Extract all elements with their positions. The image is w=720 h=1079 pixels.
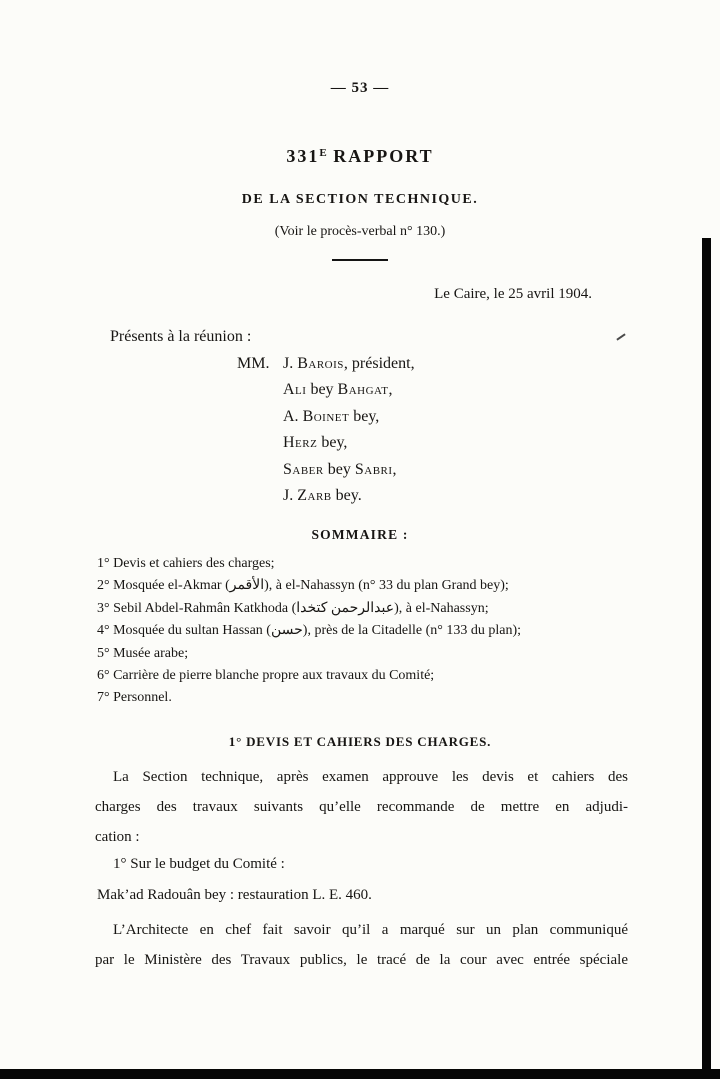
sommaire-item: 2° Mosquée el-Akmar (الأقمر), à el-Nahassyn (n° 33 du plan Grand bey); bbox=[97, 578, 509, 594]
presents-intro: Présents à la réunion : bbox=[110, 328, 252, 345]
attendee-text: bey. bbox=[331, 487, 362, 505]
paragraph-architecte bbox=[95, 915, 628, 975]
attendee-text: A. bbox=[283, 407, 303, 425]
scan-ink-speck bbox=[616, 333, 625, 340]
section-heading: 1° DEVIS ET CAHIERS DES CHARGES. bbox=[228, 734, 492, 749]
sommaire-item: 3° Sebil Abdel-Rahmân Katkhoda (عبدالرحمن كتخدا), à el-Nahassyn; bbox=[97, 600, 489, 616]
attendees-list bbox=[237, 351, 415, 509]
proces-verbal-note: (Voir le procès-verbal n° 130.) bbox=[274, 224, 446, 239]
attendee-text: J. bbox=[283, 487, 298, 505]
sommaire-item: 4° Mosquée du sultan Hassan (حسن), près de la Citadelle (n° 133 du plan); bbox=[97, 623, 522, 639]
attendee-name: Saber bbox=[283, 460, 324, 478]
attendee-name: Zarb bbox=[297, 487, 332, 505]
attendee-name: Sabri bbox=[354, 460, 393, 478]
page-number: — 53 — bbox=[330, 80, 390, 96]
text-line: charges des travaux suivants qu’elle recommande de mettre en adjudi- bbox=[95, 799, 628, 815]
text-line: cation : bbox=[95, 829, 140, 845]
makad-line: Mak’ad Radouân bey : restauration L. E. 460. bbox=[97, 887, 372, 903]
report-title-number: 331 bbox=[286, 146, 320, 166]
attendee-text: , bbox=[388, 381, 393, 399]
attendee-line bbox=[237, 351, 415, 377]
dateline: Le Caire, le 25 avril 1904. bbox=[434, 286, 592, 302]
attendee-text: bey, bbox=[349, 407, 380, 425]
separator-rule bbox=[332, 259, 388, 261]
sommaire-heading: SOMMAIRE : bbox=[311, 527, 409, 542]
attendee-line bbox=[283, 430, 415, 456]
attendee-line bbox=[283, 404, 415, 430]
attendee-text: J. bbox=[283, 355, 298, 372]
attendee-name: Bahgat bbox=[337, 381, 389, 399]
attendee-name: Boinet bbox=[302, 407, 350, 425]
attendee-name: Herz bbox=[283, 434, 318, 452]
text-line: L’Architecte en chef fait savoir qu’il a marqué sur un plan communiqué bbox=[113, 922, 628, 938]
report-title-ordinal: E bbox=[319, 147, 327, 159]
budget-subheading: 1° Sur le budget du Comité : bbox=[113, 856, 285, 872]
sommaire-list bbox=[97, 553, 633, 710]
paragraph-devis bbox=[95, 762, 628, 852]
attendee-text: , bbox=[392, 460, 397, 478]
sommaire-item: 5° Musée arabe; bbox=[97, 645, 189, 661]
sommaire-item: 6° Carrière de pierre blanche propre aux travaux du Comité; bbox=[97, 668, 435, 684]
report-subtitle: DE LA SECTION TECHNIQUE. bbox=[241, 192, 479, 207]
text-line: par le Ministère des Travaux publics, le tracé de la cour avec entrée spéciale bbox=[95, 952, 628, 968]
scan-edge-right bbox=[702, 238, 711, 1079]
attendee-text: bey, bbox=[317, 434, 348, 452]
attendee-text: bey bbox=[323, 460, 355, 478]
sommaire-item: 1° Devis et cahiers des charges; bbox=[97, 556, 275, 571]
report-title-text: RAPPORT bbox=[326, 146, 434, 166]
attendee-name: Barois bbox=[297, 355, 344, 372]
attendee-line bbox=[283, 457, 415, 483]
attendee-prefix: MM. bbox=[237, 355, 270, 372]
sommaire-item: 7° Personnel. bbox=[97, 690, 172, 706]
text-line: La Section technique, après examen approuve les devis et cahiers des bbox=[113, 769, 628, 785]
attendee-text: , président, bbox=[343, 355, 415, 372]
attendee-line bbox=[283, 483, 415, 509]
report-title bbox=[0, 146, 720, 167]
scan-edge-bottom bbox=[0, 1069, 720, 1079]
attendee-name: Ali bbox=[283, 381, 307, 399]
attendee-line bbox=[283, 377, 415, 403]
attendee-text: bey bbox=[306, 381, 338, 399]
